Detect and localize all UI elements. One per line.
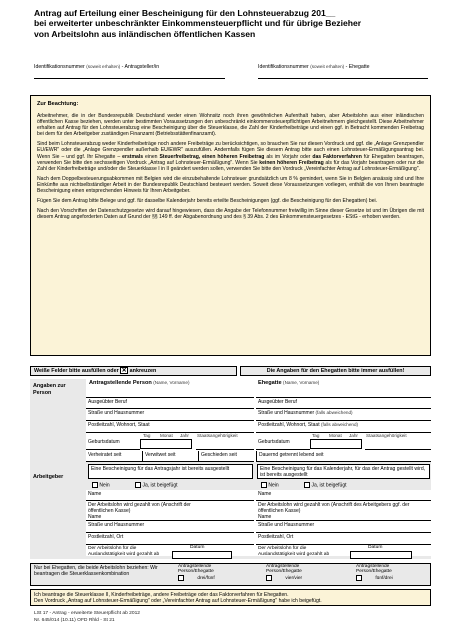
title-line-1: Antrag auf Erteilung einer Bescheinigung für den Lohnsteuerabzug 201__ <box>34 8 336 18</box>
payer-label: Der Arbeitslohn wird gezahlt von (Anschrift des Arbeitgebers ggf. der öffentlichen Kasse) <box>258 502 410 514</box>
id-note: (soweit erhalten) <box>86 64 121 69</box>
tax-option-2-checkbox[interactable] <box>266 575 272 581</box>
applicant-plz-field[interactable]: Postleitzahl, Wohnort, Staat <box>86 421 254 433</box>
spouse-nationality-field[interactable] <box>365 438 431 450</box>
bottom-note-text <box>34 592 429 604</box>
notice-paragraph <box>37 141 424 171</box>
tag-label: Tag <box>312 433 320 438</box>
employer-plz-field[interactable]: Postleitzahl, Ort <box>86 533 254 545</box>
spouse-birthdate-label: Geburtsdatum <box>256 438 310 450</box>
spouse-street-field[interactable] <box>256 409 431 421</box>
spouse-beruf-field[interactable]: Ausgeübter Beruf <box>256 398 431 409</box>
instruction-left <box>30 366 237 376</box>
ja-label: Ja, ist beigefügt <box>142 482 178 489</box>
applicant-street-field[interactable]: Straße und Hausnummer <box>86 409 254 421</box>
title-line-2: bei erweiterter unbeschränkter Einkommensteuerpflicht und für übrige Bezieher <box>34 18 362 29</box>
notice-heading: Zur Beachtung: <box>37 101 79 107</box>
tax-class-text: Nur bei Ehegatten, die beide Arbeitslohn beziehen: Wir beantragen die Steuerklassenkombination <box>34 565 158 578</box>
applicant-header <box>89 380 254 386</box>
bottom-note-line: Den Vordruck „Antrag auf Lohnsteuer-Ermäßigung" oder „Vereinfachter Antrag auf Lohnsteuer-Ermäßigung" habe ich beigefügt. <box>34 598 322 604</box>
spouse-employer-name-field[interactable]: Name <box>256 490 431 501</box>
option-head: Antragstellende Person/Ehegatte <box>266 564 302 575</box>
applicant-name-field[interactable] <box>86 387 254 398</box>
option-head: Antragstellende Person/Ehegatte <box>178 564 214 575</box>
cross-example-icon: ✕ <box>121 368 127 375</box>
person-side-label: Angaben zur Person <box>33 383 66 396</box>
footer <box>34 611 140 624</box>
employer-street-field[interactable]: Straße und Hausnummer <box>86 521 254 533</box>
applicant-beruf-field[interactable]: Ausgeübter Beruf <box>86 398 254 409</box>
footer-line: LSt 17 - Antrag - erweiterte Steuerpflicht ab 2012 <box>34 611 141 616</box>
nein-label: Nein <box>99 482 110 489</box>
tax-option-3 <box>356 564 416 581</box>
instruction-right: Die Angaben für den Ehegatten bitte immer ausfüllen! <box>240 366 431 376</box>
plz-note: (falls abweichend) <box>321 422 359 427</box>
widowed-since-field[interactable]: Verwitwet seit <box>142 451 198 462</box>
notice-text: Sind beim Lohnsteuerabzug weder Kinderfreibeträge noch andere Freibeträge zu berücksichtigen, so brauchen Sie nur diesen Vordruck und ggf. die „Anlage Grenzpendler EU/EWR" oder die „Anlage Grenzpendler außerhalb EU/EWR" auszufüllen. Andernfalls fügen Sie diesem Antrag bitte auch einen Lohnsteuer-Ermäßigungsantrag bei. Wenn Sie – und ggf. Ihr Ehegatte – <box>37 141 424 160</box>
staat-label: Staatsangehörigkeit <box>366 433 407 438</box>
applicant-birthdate-input[interactable] <box>140 439 192 449</box>
tax-option-2 <box>266 564 326 581</box>
id-label: Identifikationsnummer <box>258 64 309 70</box>
certificate-left-box: Eine Bescheinigung für das Antragsjahr ist bereits ausgestellt <box>88 464 253 479</box>
id-suffix: - Ehegatte <box>345 64 370 70</box>
spouse-abroad-label: Der Arbeitslohn für die Auslandstätigkeit wird gezahlt ab <box>258 546 330 557</box>
option-label: drei/fünf <box>197 576 215 582</box>
certificate-right-options <box>257 482 430 488</box>
title-line-3: von Arbeitslohn aus inländischen öffentlichen Kassen <box>34 28 256 39</box>
spouse-plz-field[interactable] <box>256 421 431 433</box>
option-head: Antragstellende Person/Ehegatte <box>356 564 392 575</box>
instruction-text: ankreuzen <box>129 368 157 374</box>
spouse-datum-label: Datum <box>368 545 383 550</box>
jahr-label: Jahr <box>349 433 358 438</box>
nein-label: Nein <box>268 482 279 489</box>
applicant-head-text: Antragstellende Person <box>89 380 152 386</box>
monat-label: Monat <box>329 433 342 438</box>
employer-side-label: Arbeitgeber <box>33 474 64 480</box>
cert-left-ja-checkbox[interactable] <box>135 482 141 488</box>
employer-payer-field[interactable] <box>86 501 254 521</box>
instruction-text: Weiße Felder bitte ausfüllen oder <box>34 368 119 374</box>
employer-name-field[interactable]: Name <box>86 490 254 501</box>
option-label: vier/vier <box>285 576 303 582</box>
id-note: (soweit erhalten) <box>310 64 345 69</box>
married-since-field[interactable]: Verheiratet seit <box>86 451 142 462</box>
certificate-right-box: Eine Bescheinigung für das Kalenderjahr, für das der Antrag gestellt wird, ist bereits ausgestellt <box>257 464 430 479</box>
abroad-label: Der Arbeitslohn für die Auslandstätigkeit wird gezahlt ab <box>88 546 160 557</box>
payer-name-label: Name <box>88 514 102 520</box>
street-label: Straße und Hausnummer <box>258 410 315 416</box>
notice-text: einen <box>145 153 158 160</box>
notice-text: als für das Vorjahr beantragen oder nur die Zahl der Kinderfreibeträge und/oder die Steuerklasse I in II geändert werden sollen, verwenden Sie bitte den Vordruck „Vereinfachter Antrag auf Lohnsteuer-Ermäßigung". <box>37 159 424 172</box>
spouse-abroad-date-input[interactable] <box>350 551 412 559</box>
separated-since-field[interactable]: Dauernd getrennt lebend seit <box>256 451 431 462</box>
datum-label: Datum <box>190 545 205 550</box>
id-suffix: - Antragsteller/in <box>121 64 160 70</box>
monat-label: Monat <box>160 433 173 438</box>
spouse-employer-street-field[interactable]: Straße und Hausnummer <box>256 521 431 533</box>
notice-body <box>37 113 424 220</box>
id-label: Identifikationsnummer <box>34 64 85 70</box>
divorced-since-field[interactable]: Geschieden seit <box>198 451 254 462</box>
spouse-name-field[interactable] <box>256 387 431 398</box>
bottom-note-line: Ich beantrage die Steuerklasse II, Kinderfreibeträge, andere Freibeträge oder das Faktorverfahren für Ehegatten. <box>34 592 289 598</box>
spouse-birthdate-input[interactable] <box>310 439 362 449</box>
notice-bold: Steuerfreibetrag, einen höheren Freibetrag <box>159 153 265 160</box>
footer-line: Nr. 645/014 (10.11) OFD Rhld - St 21 <box>34 617 115 623</box>
applicant-birthdate-label: Geburtsdatum <box>86 438 140 450</box>
tax-option-3-checkbox[interactable] <box>356 575 362 581</box>
id-applicant-label <box>34 64 225 70</box>
spouse-head-note: (Name, Vorname) <box>283 380 320 385</box>
plz-label: Postleitzahl, Wohnort, Staat <box>258 422 320 428</box>
tax-option-1-checkbox[interactable] <box>178 575 184 581</box>
notice-paragraph: Nach dem Doppelbesteuerungsabkommen mit Belgien wird die einzubehaltende Lohnsteuer grundsätzlich um 8 % gemindert, wenn Sie in Belgien ansässig sind und Ihre Einkünfte aus nichtselbständiger Arbeit in der Bundesrepublik Deutschland besteuert werden. Soweit diese Voraussetzungen vorliegen, enthält die von Ihnen beantragte Bescheinigung einen entsprechenden Hinweis für Ihren Arbeitgeber. <box>37 175 424 195</box>
notice-paragraph: Nach den Vorschriften der Datenschutzgesetze wird darauf hingewiesen, dass die Angabe der Telefonnummer freiwillig im Sinne dieser Gesetze ist und im Übrigen die mit diesem Antrag angeforderten Daten auf Grund der §§ 149 ff. der Abgabenordnung und des § 39 Abs. 2 des Einkommensteuergesetzes - EStG - erhoben werden. <box>37 208 424 221</box>
notice-bold: keinen höheren Freibetrag <box>259 159 324 166</box>
tag-label: Tag <box>143 433 151 438</box>
spouse-employer-payer-field[interactable] <box>256 501 431 521</box>
tax-option-1 <box>178 564 238 581</box>
id-spouse-label <box>258 64 433 70</box>
cert-right-ja-checkbox[interactable] <box>304 482 310 488</box>
notice-paragraph: Fügen Sie dem Antrag bitte Belege und ggf. für dasselbe Kalenderjahr bereits erteilte Bescheinigungen (ggf. die Bescheinigung für den Ehegatten) bei. <box>37 198 378 205</box>
staat-label: Staatsangehörigkeit <box>197 433 238 438</box>
abroad-date-input[interactable] <box>172 551 232 559</box>
notice-text: als im Vorjahr oder <box>266 153 311 160</box>
notice-bold: erstmals <box>122 153 144 160</box>
notice-text: für Ehegatten beantragen, verwenden Sie bitte den sechsseitigen Vordruck „Antrag auf Lohnsteuer-Ermäßigung". Wenn Sie <box>37 153 425 166</box>
spouse-employer-plz-field[interactable]: Postleitzahl, Ort <box>256 533 431 545</box>
applicant-nationality-field[interactable] <box>196 438 254 450</box>
spouse-header <box>258 380 428 386</box>
jahr-label: Jahr <box>180 433 189 438</box>
notice-paragraph: Arbeitnehmer, die in der Bundesrepublik Deutschland weder einen Wohnsitz noch ihren gewöhnlichen Aufenthalt haben, aber Arbeitslohn aus einer inländischen öffentlichen Kasse beziehen, werden unter bestimmten Voraussetzungen den unbeschränkt einkommensteuerpflichtigen Arbeitnehmern gleichgestellt. Diese Arbeitnehmer erhalten auf Antrag für den Lohnsteuerabzug eine Bescheinigung über die Steuerklasse, die Zahl der Kinderfreibeträge und einen ggf. in Betracht kommenden Freibetrag bei dem für den Arbeitgeber zuständigen Finanzamt (Betriebsstättenfinanzamt). <box>37 113 424 138</box>
form-title <box>34 8 434 39</box>
spouse-head-text: Ehegatte <box>258 380 282 386</box>
street-note: (falls abweichend) <box>315 410 353 415</box>
payer-name-label: Name <box>258 514 272 520</box>
applicant-head-note: (Name, Vorname) <box>153 380 190 385</box>
cert-left-nein-checkbox[interactable] <box>92 482 98 488</box>
certificate-left-options <box>88 482 253 488</box>
option-label: fünf/drei <box>375 576 393 582</box>
payer-label: Der Arbeitslohn wird gezahlt von (Anschrift der öffentlichen Kasse) <box>88 502 191 514</box>
notice-box <box>30 95 431 356</box>
cert-right-nein-checkbox[interactable] <box>261 482 267 488</box>
notice-bold: das Faktorverfahren <box>312 153 362 160</box>
ja-label: Ja, ist beigefügt <box>311 482 347 489</box>
